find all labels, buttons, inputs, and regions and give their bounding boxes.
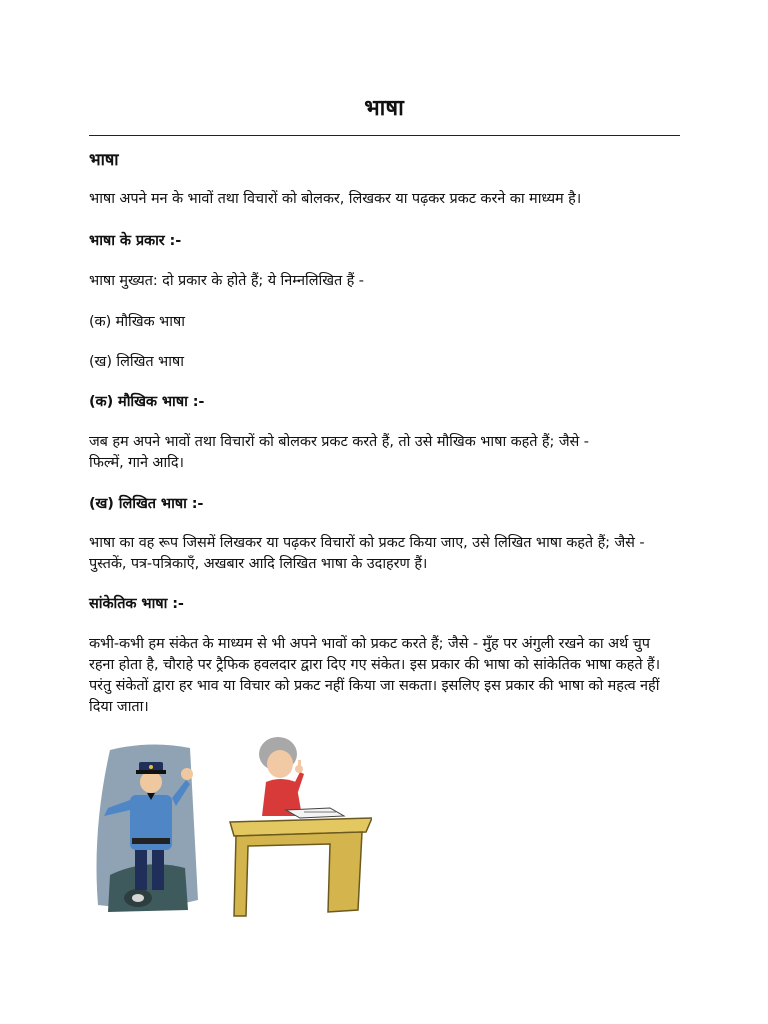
- finger-on-lips-illustration: [226, 732, 372, 918]
- type-oral-item: (क) मौखिक भाषा: [89, 314, 185, 330]
- written-heading: (ख) लिखित भाषा :-: [89, 496, 204, 512]
- oral-paragraph: जब हम अपने भावों तथा विचारों को बोलकर प्रकट करते हैं, तो उसे मौखिक भाषा कहते हैं; जैसे - फिल्में, गाने आदि।: [89, 434, 589, 471]
- types-heading: भाषा के प्रकार :-: [89, 233, 182, 249]
- definition-paragraph: भाषा अपने मन के भावों तथा विचारों को बोलकर, लिखकर या पढ़कर प्रकट करने का माध्यम है।: [89, 191, 582, 207]
- traffic-police-illustration: [90, 740, 205, 915]
- section-heading: भाषा: [89, 150, 119, 169]
- oral-heading: (क) मौखिक भाषा :-: [89, 394, 205, 410]
- sign-paragraph: कभी-कभी हम संकेत के माध्यम से भी अपने भावों को प्रकट करते हैं; जैसे - मुँह पर अंगुली रखने का अर्थ चुप रहना होता है, चौराहे पर ट्रैफिक हवलदार द्वारा दिए गए संकेत। इस प्रकार की भाषा को सांकेतिक भाषा कहते हैं। परंतु संकेतों द्वारा हर भाव या विचार को प्रकट नहीं किया जा सकता। इसलिए इस प्रकार की भाषा को महत्व नहीं दिया जाता।: [89, 636, 660, 715]
- sign-heading: सांकेतिक भाषा :-: [89, 596, 184, 612]
- page-title: भाषा: [364, 96, 404, 121]
- types-intro: भाषा मुख्यत: दो प्रकार के होते हैं; ये निम्नलिखित हैं -: [89, 273, 364, 289]
- type-written-item: (ख) लिखित भाषा: [89, 354, 184, 370]
- written-paragraph: भाषा का वह रूप जिसमें लिखकर या पढ़कर विचारों को प्रकट किया जाए, उसे लिखित भाषा कहते हैं; जैसे - पुस्तकें, पत्र-पत्रिकाएँ, अखबार आदि लिखित भाषा के उदाहरण हैं।: [89, 535, 645, 572]
- title-divider: [89, 135, 680, 136]
